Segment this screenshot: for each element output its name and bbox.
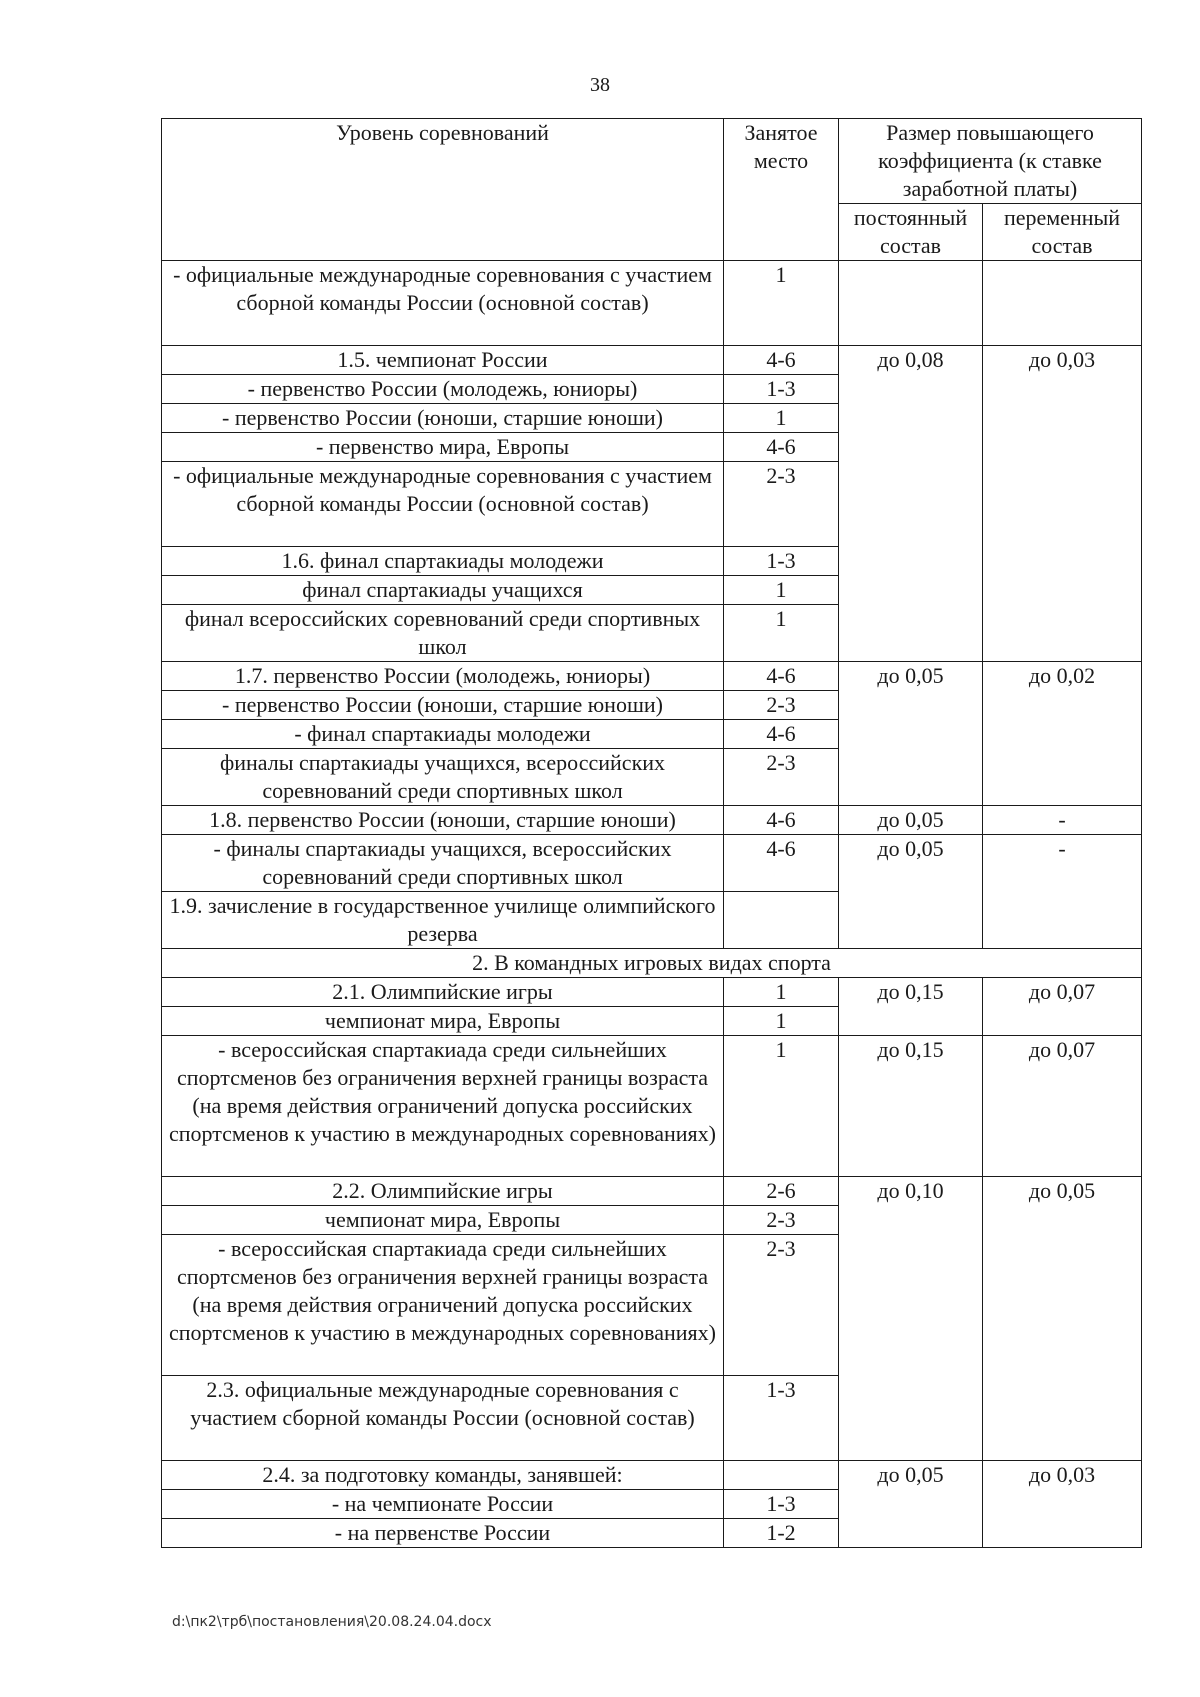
table-row [162,1177,1142,1206]
level-cell: - официальные международные соревнования с участием сборной команды России (основной состав) [162,261,724,346]
coef-variable-cell: до 0,07 [983,978,1142,1036]
level-cell: - первенство России (юноши, старшие юноши) [162,691,724,720]
level-cell: 1.5. чемпионат России [162,346,724,375]
place-cell: 1-3 [724,1490,839,1519]
place-cell: 2-3 [724,691,839,720]
level-cell: 1.7. первенство России (молодежь, юниоры) [162,662,724,691]
table-row [162,261,1142,346]
place-cell: 1 [724,404,839,433]
coef-variable-cell: до 0,03 [983,346,1142,662]
level-cell: чемпионат мира, Европы [162,1007,724,1036]
section-heading: 2. В командных игровых видах спорта [162,949,1142,978]
level-cell: 1.6. финал спартакиады молодежи [162,547,724,576]
coef-variable-cell: до 0,03 [983,1461,1142,1548]
level-cell: - финалы спартакиады учащихся, всероссийских соревнований среди спортивных школ [162,835,724,892]
table-row [162,662,1142,691]
level-cell: - первенство России (юноши, старшие юноши) [162,404,724,433]
coef-variable-cell: - [983,806,1142,835]
place-cell: 2-3 [724,1235,839,1376]
level-cell: - на чемпионате России [162,1490,724,1519]
header-permanent: постоянный состав [839,204,983,261]
level-cell: - первенство России (молодежь, юниоры) [162,375,724,404]
header-coef: Размер повышающего коэффициента (к ставке заработной платы) [839,119,1142,204]
coef-permanent-cell: до 0,10 [839,1177,983,1461]
place-cell [724,1461,839,1490]
level-cell: 2.4. за подготовку команды, занявшей: [162,1461,724,1490]
level-cell: чемпионат мира, Европы [162,1206,724,1235]
table-row [162,978,1142,1007]
place-cell: 1 [724,1007,839,1036]
coef-permanent-cell: до 0,15 [839,1036,983,1177]
place-cell: 1-3 [724,547,839,576]
level-cell: 2.1. Олимпийские игры [162,978,724,1007]
place-cell: 1 [724,576,839,605]
place-cell: 4-6 [724,806,839,835]
coef-variable-cell [983,261,1142,346]
level-cell: - первенство мира, Европы [162,433,724,462]
place-cell: 1 [724,261,839,346]
table-header-row [162,119,1142,204]
place-cell: 1-3 [724,1376,839,1461]
section-row [162,949,1142,978]
coef-variable-cell: до 0,05 [983,1177,1142,1461]
coef-variable-cell: - [983,835,1142,949]
file-path-footer: d:\пк2\трб\постановления\20.08.24.04.docx [172,1614,492,1630]
table-row [162,1036,1142,1177]
place-cell [724,892,839,949]
place-cell: 1 [724,978,839,1007]
coef-permanent-cell: до 0,05 [839,835,983,949]
level-cell: 1.8. первенство России (юноши, старшие юноши) [162,806,724,835]
place-cell: 1-3 [724,375,839,404]
page-number: 38 [590,74,610,96]
level-cell: - финал спартакиады молодежи [162,720,724,749]
level-cell: 2.3. официальные международные соревнования с участием сборной команды России (основной состав) [162,1376,724,1461]
coef-permanent-cell [839,261,983,346]
coef-permanent-cell: до 0,05 [839,1461,983,1548]
place-cell: 2-3 [724,749,839,806]
place-cell: 4-6 [724,835,839,892]
place-cell: 1 [724,605,839,662]
level-cell: - официальные международные соревнования с участием сборной команды России (основной состав) [162,462,724,547]
place-cell: 1 [724,1036,839,1177]
coef-permanent-cell: до 0,15 [839,978,983,1036]
header-level: Уровень соревнований [162,119,724,261]
level-cell: - всероссийская спартакиада среди сильнейших спортсменов без ограничения верхней границы возраста (на время действия ограничений допуска российских спортсменов к участию в международных соревнованиях) [162,1036,724,1177]
level-cell: финал спартакиады учащихся [162,576,724,605]
coefficient-table [161,118,1142,1548]
level-cell: 1.9. зачисление в государственное училище олимпийского резерва [162,892,724,949]
coef-permanent-cell: до 0,08 [839,346,983,662]
place-cell: 4-6 [724,346,839,375]
place-cell: 4-6 [724,433,839,462]
level-cell: финал всероссийских соревнований среди спортивных школ [162,605,724,662]
coef-permanent-cell: до 0,05 [839,806,983,835]
place-cell: 4-6 [724,662,839,691]
place-cell: 2-3 [724,462,839,547]
place-cell: 4-6 [724,720,839,749]
coef-variable-cell: до 0,07 [983,1036,1142,1177]
coef-permanent-cell: до 0,05 [839,662,983,806]
level-cell: финалы спартакиады учащихся, всероссийских соревнований среди спортивных школ [162,749,724,806]
table-row [162,806,1142,835]
coef-variable-cell: до 0,02 [983,662,1142,806]
place-cell: 2-3 [724,1206,839,1235]
table-row [162,1461,1142,1490]
level-cell: - на первенстве России [162,1519,724,1548]
header-place: Занятое место [724,119,839,261]
header-variable: переменный состав [983,204,1142,261]
place-cell: 2-6 [724,1177,839,1206]
place-cell: 1-2 [724,1519,839,1548]
level-cell: 2.2. Олимпийские игры [162,1177,724,1206]
level-cell: - всероссийская спартакиада среди сильнейших спортсменов без ограничения верхней границы возраста (на время действия ограничений допуска российских спортсменов к участию в международных соревнованиях) [162,1235,724,1376]
table-row [162,346,1142,375]
table-row [162,835,1142,892]
